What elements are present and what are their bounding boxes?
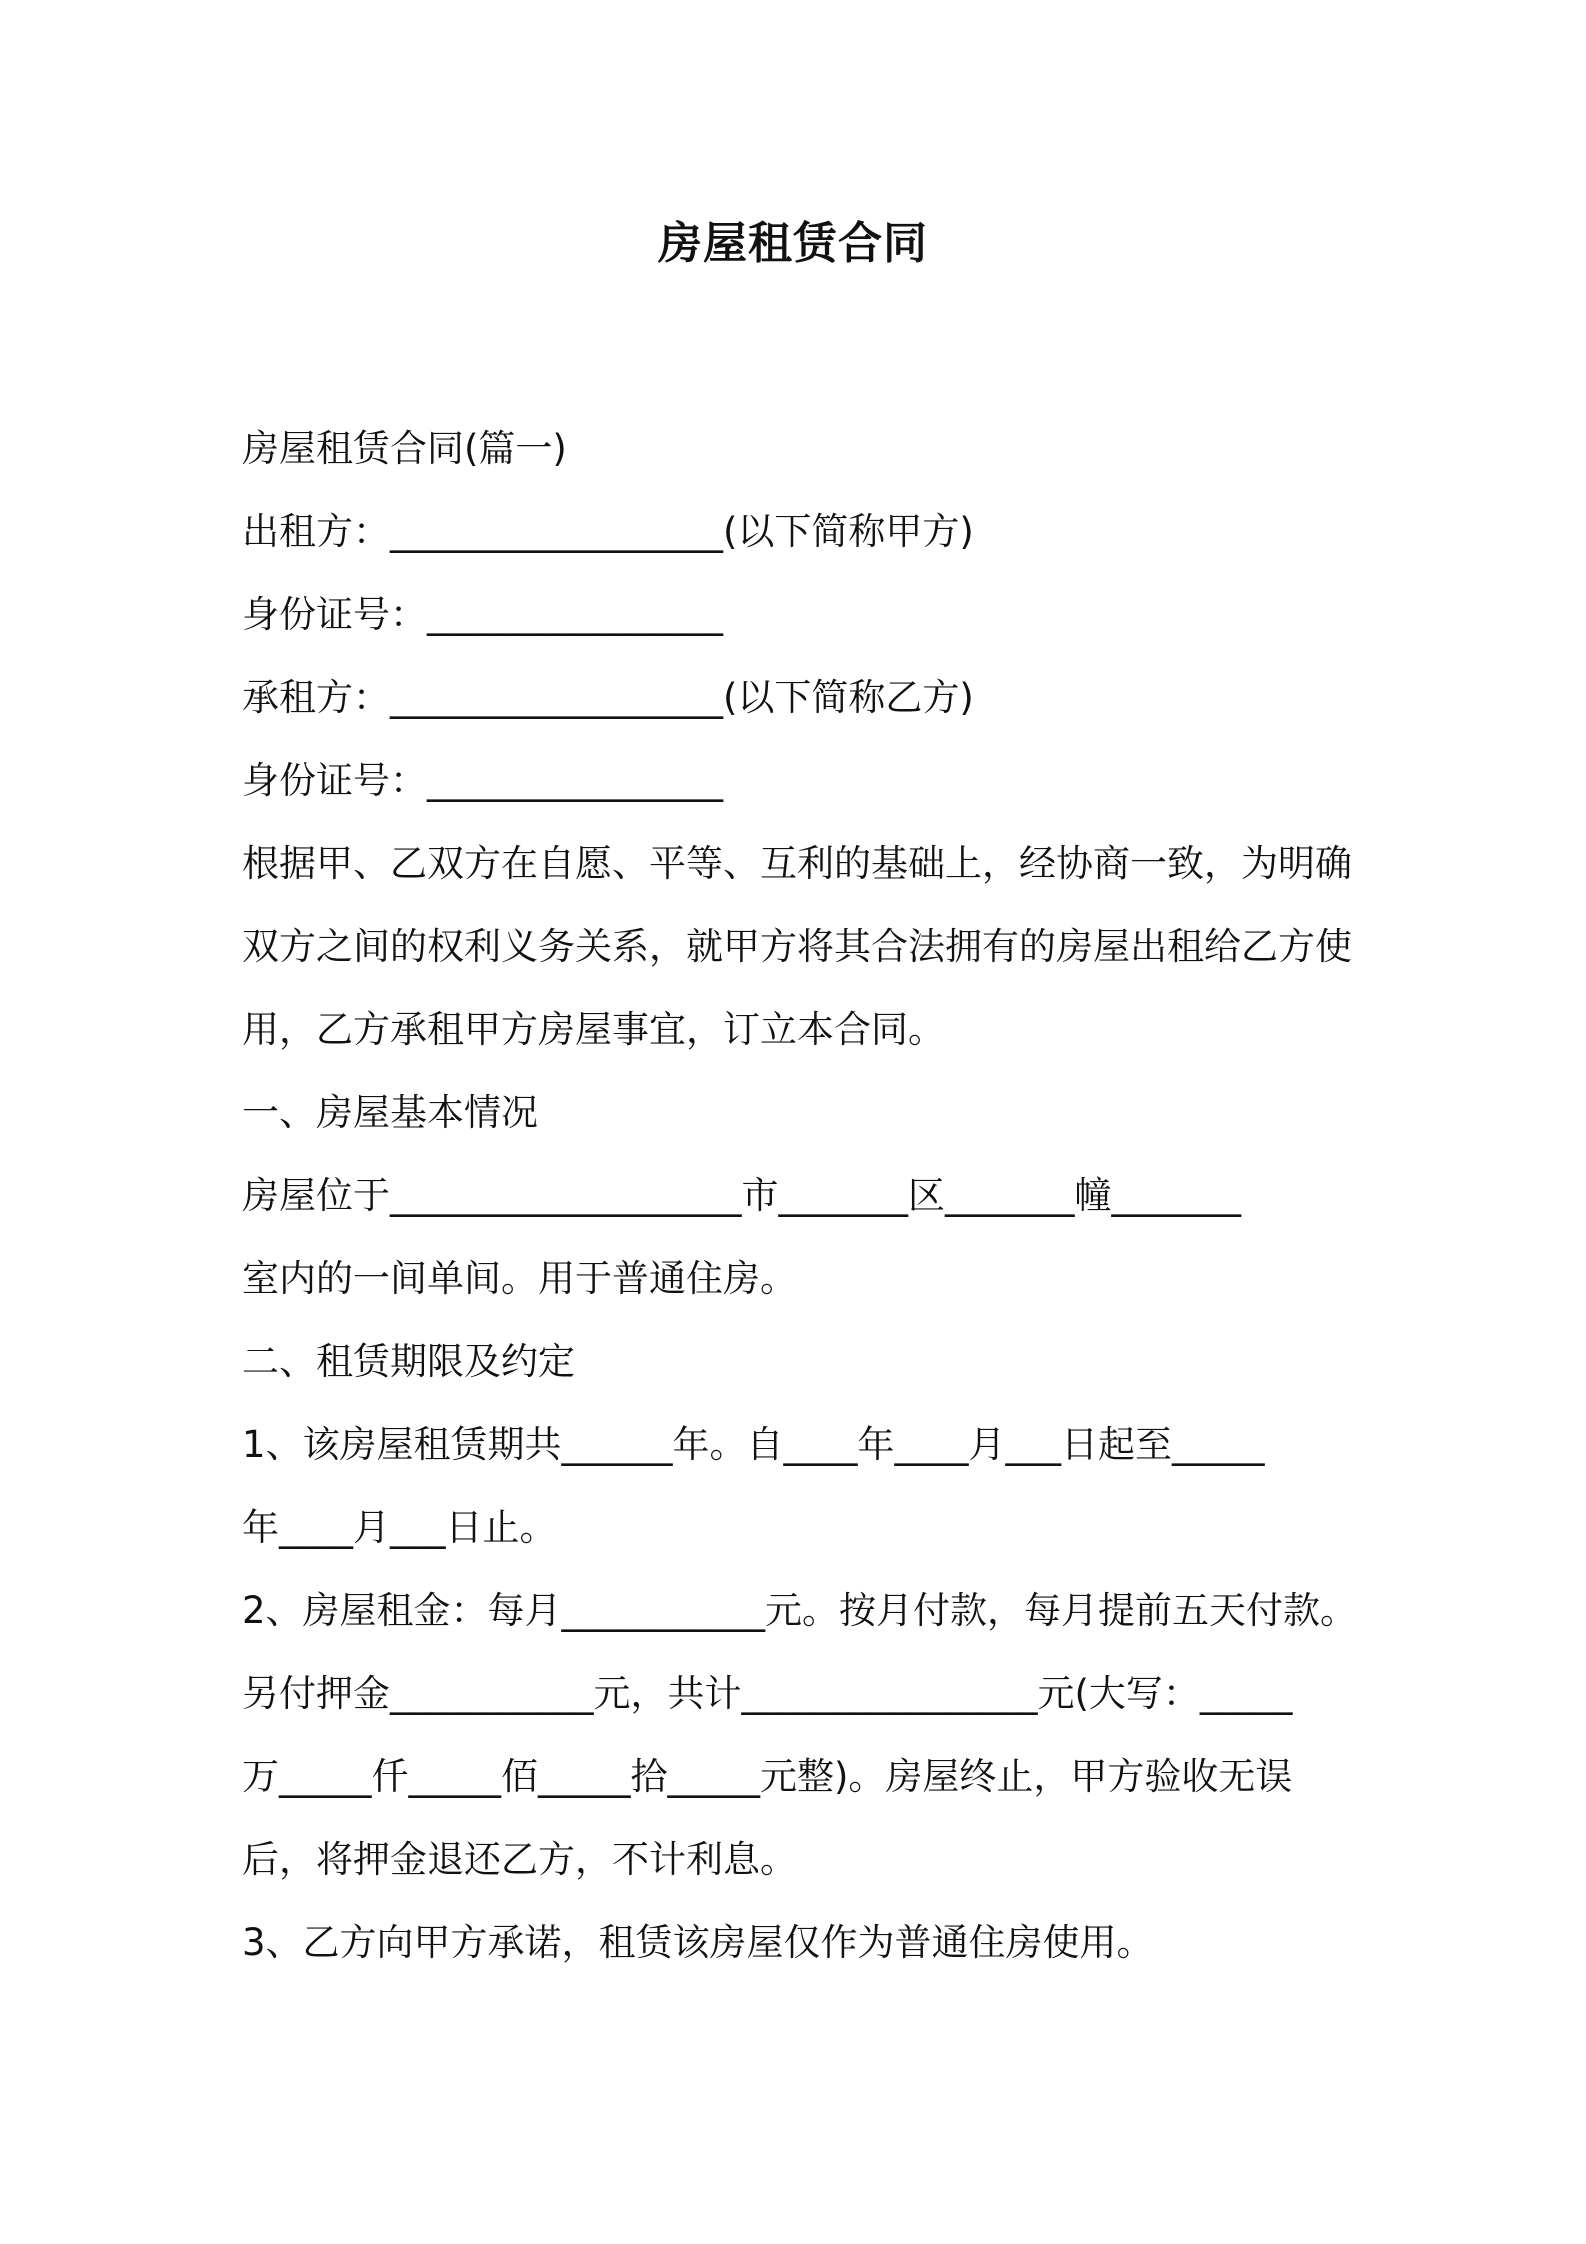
lessor-id-line: 身份证号：________________	[242, 593, 723, 636]
preamble-line-3: 用，乙方承租甲方房屋事宜，订立本合同。	[242, 1008, 945, 1051]
usage-promise-line: 3、乙方向甲方承诺，租赁该房屋仅作为普通住房使用。	[242, 1921, 1154, 1964]
clause-heading-2: 二、租赁期限及约定	[242, 1340, 575, 1383]
lessee-id-line: 身份证号：________________	[242, 759, 723, 802]
term-line-2: 年____月___日止。	[242, 1506, 557, 1549]
preamble-line-1: 根据甲、乙双方在自愿、平等、互利的基础上，经协商一致，为明确	[242, 842, 1352, 885]
deposit-line-2: 万_____仟_____佰_____拾_____元整)。房屋终止，甲方验收无误	[242, 1755, 1293, 1798]
document-body	[242, 407, 1362, 1984]
clause-heading-1: 一、房屋基本情况	[242, 1091, 538, 1134]
property-use-line: 室内的一间单间。用于普通住房。	[242, 1257, 797, 1300]
rent-line: 2、房屋租金：每月___________元。按月付款，每月提前五天付款。	[242, 1589, 1358, 1632]
property-location-line: 房屋位于___________________市_______区_______幢_______	[242, 1174, 1241, 1217]
lessor-line: 出租方：__________________(以下简称甲方)	[242, 510, 974, 553]
term-line-1: 1、该房屋租赁期共______年。自____年____月___日起至_____	[242, 1423, 1265, 1466]
deposit-line-1: 另付押金___________元，共计________________元(大写：_____	[242, 1672, 1293, 1715]
preamble-line-2: 双方之间的权利义务关系，就甲方将其合法拥有的房屋出租给乙方使	[242, 925, 1352, 968]
deposit-line-3: 后，将押金退还乙方，不计利息。	[242, 1838, 797, 1881]
document-title: 房屋租赁合同	[658, 218, 928, 269]
section-heading: 房屋租赁合同(篇一)	[242, 427, 567, 470]
lessee-line: 承租方：__________________(以下简称乙方)	[242, 676, 974, 719]
